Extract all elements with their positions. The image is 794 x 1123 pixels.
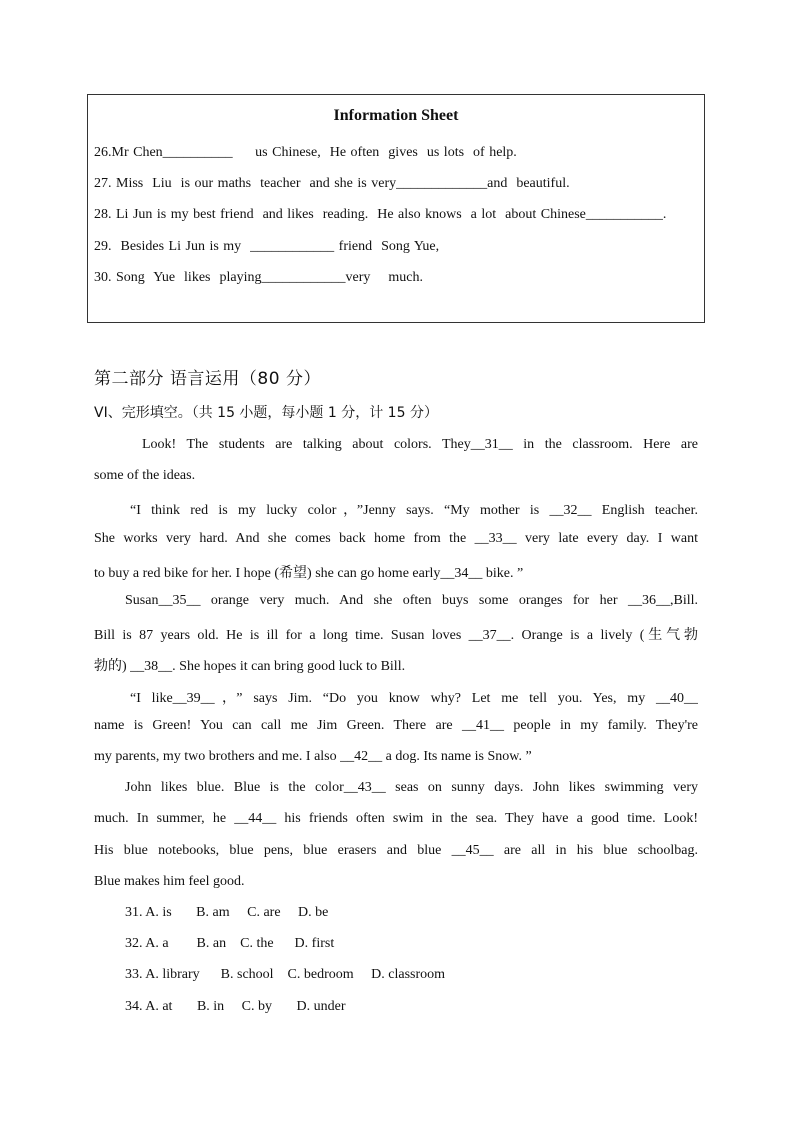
passage-line: 勃的) __38__. She hopes it can bring good luck to Bill.	[94, 659, 406, 674]
info-sheet-title: Information Sheet	[333, 107, 459, 124]
info-line-29: 29. Besides Li Jun is my ____________ friend Song Yue,	[94, 239, 440, 254]
passage-line: some of the ideas.	[94, 468, 196, 483]
option-31: 31. A. is B. am C. are D. be	[125, 905, 329, 920]
passage-line: name is Green! You can call me Jim Green. There are __41__ people in my family. They're	[94, 718, 698, 733]
section-heading: 第二部分 语言运用（80 分）	[94, 369, 321, 389]
info-line-28: 28. Li Jun is my best friend and likes reading. He also knows a lot about Chinese___________.	[94, 207, 667, 222]
passage-line: Blue makes him feel good.	[94, 874, 245, 889]
passage-line: much. In summer, he __44__ his friends often swim in the sea. They have a good time. Look!	[94, 811, 698, 826]
option-34: 34. A. at B. in C. by D. under	[125, 999, 346, 1014]
passage-line: to buy a red bike for her. I hope (希望) she can go home early__34__ bike. ”	[94, 566, 524, 581]
info-line-30: 30. Song Yue likes playing____________very much.	[94, 270, 423, 285]
passage-line: Susan__35__ orange very much. And she often buys some oranges for her __36__,Bill.	[125, 593, 698, 608]
passage-line: my parents, my two brothers and me. I also __42__ a dog. Its name is Snow. ”	[94, 749, 532, 764]
section-subheading: VI、完形填空。（共 15 小题，每小题 1 分，计 15 分）	[94, 405, 438, 421]
passage-line: “I think red is my lucky color，”Jenny says. “My mother is __32__ English teacher.	[130, 503, 698, 518]
passage-line: His blue notebooks, blue pens, blue erasers and blue __45__ are all in his blue schoolbag.	[94, 843, 698, 858]
info-line-27: 27. Miss Liu is our maths teacher and she is very_____________and beautiful.	[94, 176, 570, 191]
passage-line: “I like__39__，” says Jim. “Do you know why? Let me tell you. Yes, my __40__	[130, 691, 698, 706]
passage-line: Look! The students are talking about colors. They__31__ in the classroom. Here are	[142, 437, 698, 452]
option-33: 33. A. library B. school C. bedroom D. classroom	[125, 967, 446, 982]
passage-line: John likes blue. Blue is the color__43__ seas on sunny days. John likes swimming very	[125, 780, 698, 795]
passage-line: She works very hard. And she comes back home from the __33__ very late every day. I want	[94, 531, 698, 546]
passage-line: Bill is 87 years old. He is ill for a long time. Susan loves __37__. Orange is a lively (生气勃	[94, 628, 698, 643]
option-32: 32. A. a B. an C. the D. first	[125, 936, 335, 951]
info-line-26: 26.Mr Chen__________ us Chinese, He often gives us lots of help.	[94, 145, 517, 160]
